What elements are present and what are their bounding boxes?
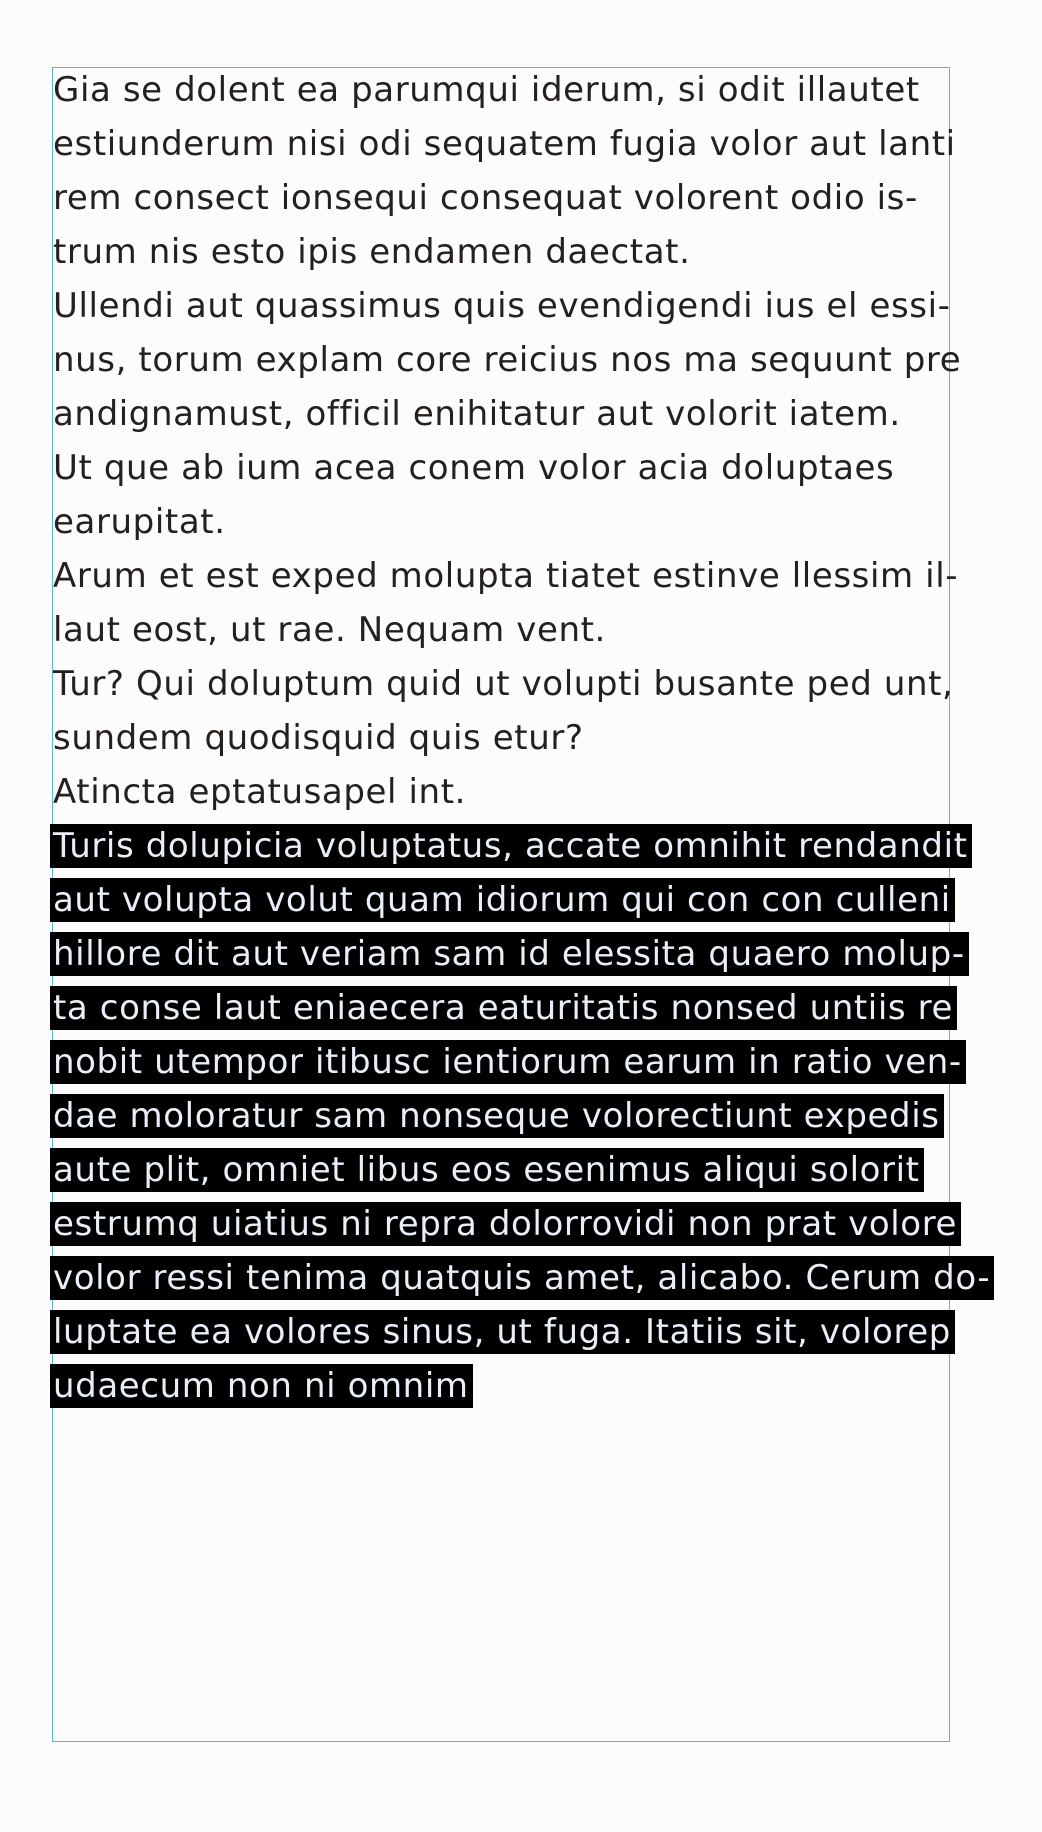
text-line: Gia se dolent ea parumqui iderum, si odit illautet (53, 70, 920, 110)
text-line: laut eost, ut rae. Nequam vent. (53, 610, 606, 650)
text-line: Arum et est exped molupta tiatet estinve llessim il- (53, 556, 959, 596)
text-line: rem consect ionsequi consequat volorent odio is- (53, 178, 918, 218)
selection-highlight[interactable]: luptate ea volores sinus, ut fuga. Itatiis sit, volorep (50, 1310, 955, 1354)
text-line: estiunderum nisi odi sequatem fugia volor aut lanti (53, 124, 956, 164)
selected-text-line (53, 1035, 1013, 1089)
selection-highlight[interactable]: estrumq uiatius ni repra dolorrovidi non prat volore (50, 1202, 961, 1246)
selected-text-line (53, 1251, 1013, 1305)
selection-highlight[interactable]: aute plit, omniet libus eos esenimus aliqui solorit (50, 1148, 924, 1192)
selection-highlight[interactable]: hillore dit aut veriam sam id elessita quaero molup- (50, 932, 969, 976)
selection-highlight[interactable]: ta conse laut eniaecera eaturitatis nonsed untiis re (50, 986, 957, 1030)
selected-text-line (53, 1143, 1013, 1197)
text-line: nus, torum explam core reicius nos ma sequunt pre (53, 340, 962, 380)
selected-text-line (53, 1305, 1013, 1359)
selection-highlight[interactable]: volor ressi tenima quatquis amet, alicabo. Cerum do- (50, 1256, 994, 1300)
selected-text-line (53, 981, 1013, 1035)
text-line: sundem quodisquid quis etur? (53, 718, 584, 758)
text-line: Atincta eptatusapel int. (53, 772, 467, 812)
selected-text-line (53, 1359, 1013, 1413)
selection-highlight[interactable]: udaecum non ni omnim (50, 1364, 473, 1408)
text-story[interactable] (53, 63, 1013, 1413)
selection-highlight[interactable]: Turis dolupicia voluptatus, accate omnihit rendandit (50, 824, 972, 868)
selected-text-line (53, 819, 1013, 873)
text-line: andignamust, officil enihitatur aut volorit iatem. (53, 394, 901, 434)
selection-highlight[interactable]: nobit utempor itibusc ientiorum earum in ratio ven- (50, 1040, 966, 1084)
selected-text-line (53, 873, 1013, 927)
text-line: earupitat. (53, 502, 226, 542)
selection-highlight[interactable]: aut volupta volut quam idiorum qui con con culleni (50, 878, 955, 922)
selected-text-line (53, 1089, 1013, 1143)
selection-highlight[interactable]: dae moloratur sam nonseque volorectiunt expedis (50, 1094, 944, 1138)
selected-text-line (53, 1197, 1013, 1251)
selected-text-line (53, 927, 1013, 981)
text-line: Ullendi aut quassimus quis evendigendi ius el essi- (53, 286, 951, 326)
text-line: Tur? Qui doluptum quid ut volupti busante ped unt, (53, 664, 954, 704)
text-line: Ut que ab ium acea conem volor acia doluptaes (53, 448, 895, 488)
text-line: trum nis esto ipis endamen daectat. (53, 232, 691, 272)
